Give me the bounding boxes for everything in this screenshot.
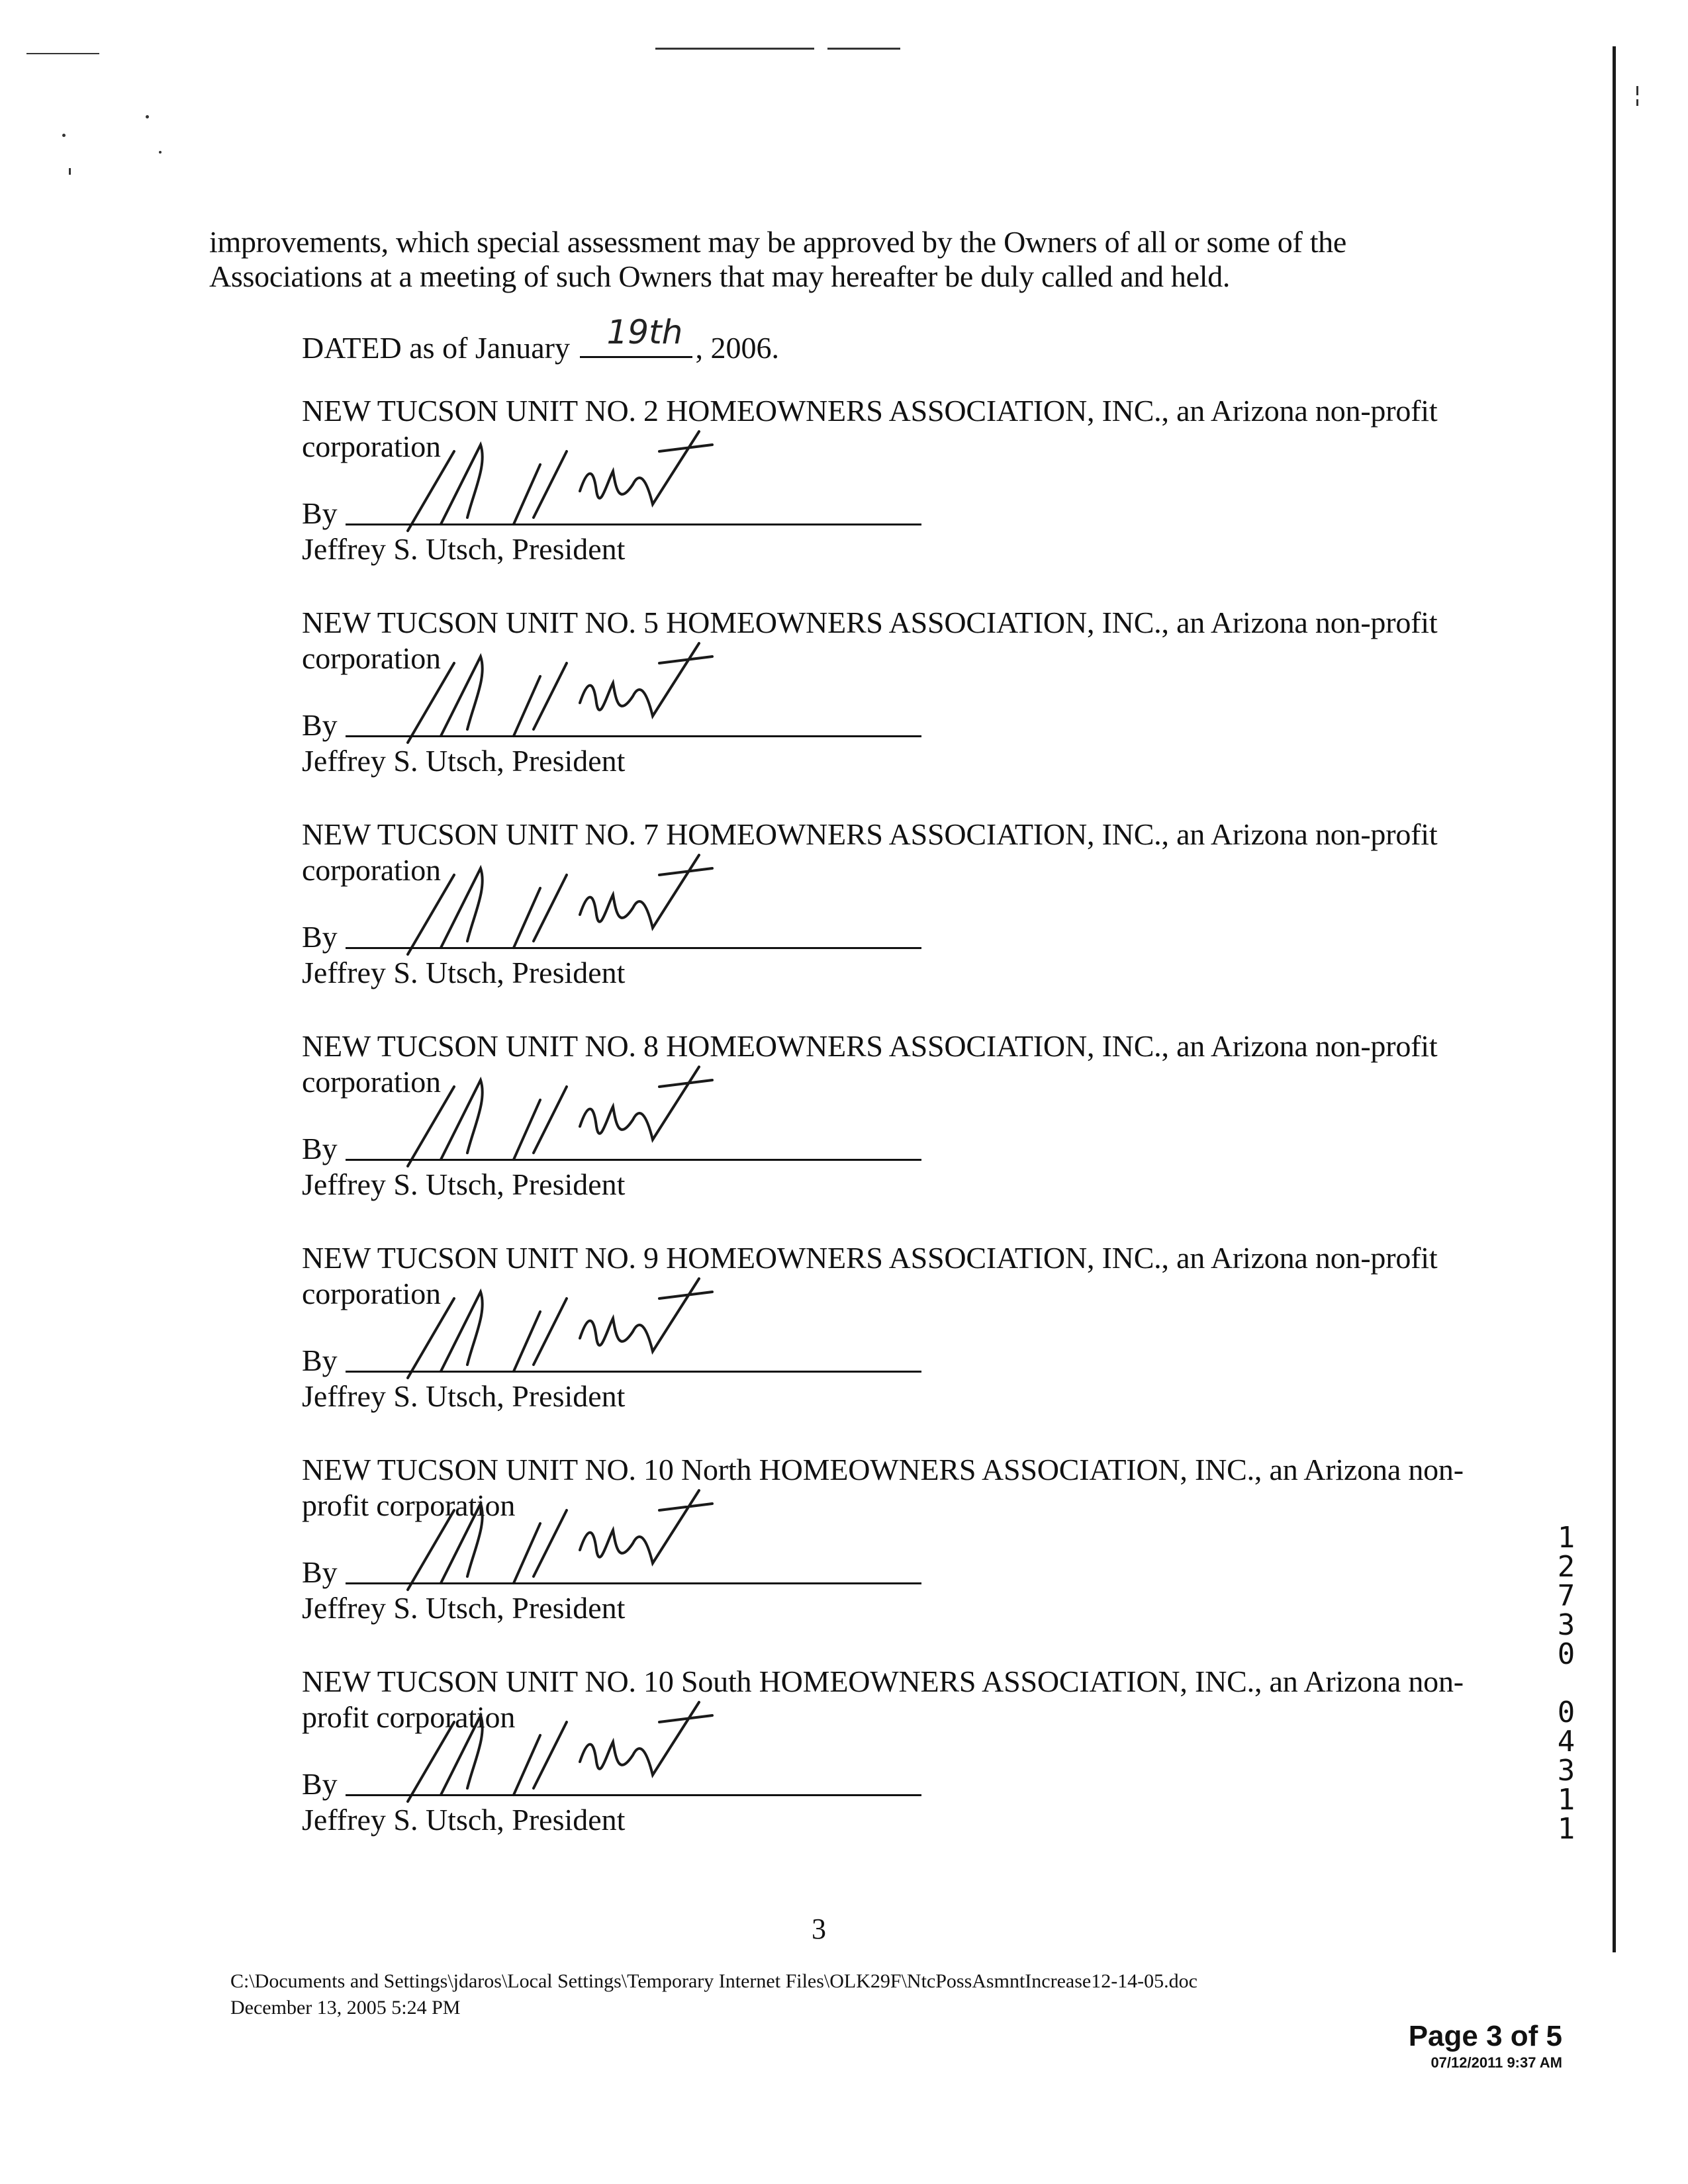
handwritten-signature-icon: [368, 1696, 739, 1808]
doc-number-digit: 1: [1557, 1521, 1575, 1555]
scan-artifact: [26, 53, 99, 54]
signature-block: [302, 1028, 1467, 1202]
handwritten-signature-icon: [368, 1272, 739, 1385]
signer-name: Jeffrey S. Utsch, President: [302, 956, 626, 989]
scan-artifact: [655, 48, 814, 50]
dated-suffix: , 2006.: [695, 331, 779, 365]
signer-name: Jeffrey S. Utsch, President: [302, 532, 626, 566]
signature-block: [302, 1664, 1467, 1837]
doc-number-digit: 4: [1557, 1725, 1575, 1758]
doc-number-digit: 0: [1557, 1696, 1575, 1729]
doc-number-digit: 7: [1557, 1579, 1575, 1613]
handwritten-signature-icon: [368, 1060, 739, 1173]
footer-file-path: C:\Documents and Settings\jdaros\Local Settings\Temporary Internet Files\OLK29F\NtcPossAsmntIncrease12-14-05.doc: [230, 1970, 1197, 1992]
signature-block: [302, 605, 1467, 778]
association-heading: NEW TUCSON UNIT NO. 10 South HOMEOWNERS ASSOCIATION, INC., an Arizona non-profit corporation: [302, 1664, 1464, 1734]
signature-line: [346, 947, 921, 949]
association-heading: NEW TUCSON UNIT NO. 10 North HOMEOWNERS ASSOCIATION, INC., an Arizona non-profit corporation: [302, 1453, 1464, 1522]
handwritten-signature-icon: [368, 1484, 739, 1596]
association-heading: NEW TUCSON UNIT NO. 2 HOMEOWNERS ASSOCIATION, INC., an Arizona non-profit corporation: [302, 394, 1438, 463]
by-row: [302, 650, 1467, 743]
doc-number-digit: 3: [1557, 1754, 1575, 1788]
association-heading: NEW TUCSON UNIT NO. 5 HOMEOWNERS ASSOCIATION, INC., an Arizona non-profit corporation: [302, 606, 1438, 675]
association-heading: NEW TUCSON UNIT NO. 8 HOMEOWNERS ASSOCIATION, INC., an Arizona non-profit corporation: [302, 1029, 1438, 1099]
signature-line: [346, 1371, 921, 1373]
signer-name: Jeffrey S. Utsch, President: [302, 1803, 626, 1837]
recorder-page-count: Page 3 of 5: [1408, 2020, 1562, 2052]
handwritten-signature-icon: [368, 425, 739, 537]
by-label: By: [302, 1555, 338, 1589]
scan-artifact: [827, 48, 900, 50]
footer-file-date: December 13, 2005 5:24 PM: [230, 1997, 461, 2019]
doc-number-digit: 1: [1557, 1783, 1575, 1817]
signature-line: [346, 523, 921, 525]
by-label: By: [302, 920, 338, 954]
page-number: 3: [812, 1913, 826, 1945]
recorder-document-number: [1546, 1521, 1586, 1846]
doc-number-digit: [1546, 1669, 1586, 1698]
scan-edge-line: [1613, 46, 1616, 1952]
scan-artifact: [146, 115, 149, 118]
signature-block: [302, 1240, 1467, 1414]
association-heading: NEW TUCSON UNIT NO. 9 HOMEOWNERS ASSOCIATION, INC., an Arizona non-profit corporation: [302, 1241, 1438, 1310]
signer-name: Jeffrey S. Utsch, President: [302, 1379, 626, 1413]
handwritten-signature-icon: [368, 637, 739, 749]
by-row: [302, 1285, 1467, 1378]
signature-line: [346, 1582, 921, 1584]
by-row: [302, 438, 1467, 531]
dated-day: 19th: [606, 313, 683, 351]
signer-name: Jeffrey S. Utsch, President: [302, 744, 626, 778]
dated-line: [302, 313, 779, 365]
signer-name: Jeffrey S. Utsch, President: [302, 1167, 626, 1201]
doc-number-digit: 0: [1557, 1637, 1575, 1671]
signature-line: [346, 1159, 921, 1161]
by-label: By: [302, 496, 338, 530]
by-row: [302, 1709, 1467, 1801]
signature-block: [302, 1452, 1467, 1625]
scan-artifact: [62, 134, 66, 137]
signature-block: [302, 393, 1467, 567]
scan-artifact: [69, 168, 71, 175]
by-row: [302, 862, 1467, 954]
by-row: [302, 1073, 1467, 1166]
by-label: By: [302, 1767, 338, 1801]
by-label: By: [302, 1343, 338, 1377]
doc-number-digit: 1: [1557, 1812, 1575, 1846]
recorder-timestamp: 07/12/2011 9:37 AM: [1430, 2054, 1562, 2071]
handwritten-signature-icon: [368, 848, 739, 961]
scan-artifact: [1636, 99, 1638, 106]
by-label: By: [302, 1132, 338, 1165]
by-row: [302, 1497, 1467, 1590]
body-paragraph: improvements, which special assessment may be approved by the Owners of all or some of the Associations at a meeting of such Owners that may hereafter be duly called and held.: [209, 225, 1346, 293]
signer-name: Jeffrey S. Utsch, President: [302, 1591, 626, 1625]
signature-line: [346, 1794, 921, 1796]
scan-artifact: [159, 151, 162, 154]
doc-number-digit: 2: [1557, 1550, 1575, 1584]
signature-line: [346, 735, 921, 737]
association-heading: NEW TUCSON UNIT NO. 7 HOMEOWNERS ASSOCIATION, INC., an Arizona non-profit corporation: [302, 817, 1438, 887]
dated-day-blank: [580, 313, 692, 358]
signature-block: [302, 817, 1467, 990]
by-label: By: [302, 708, 338, 742]
scan-artifact: [1636, 86, 1638, 95]
dated-prefix: DATED as of January: [302, 331, 570, 365]
doc-number-digit: 3: [1557, 1608, 1575, 1642]
